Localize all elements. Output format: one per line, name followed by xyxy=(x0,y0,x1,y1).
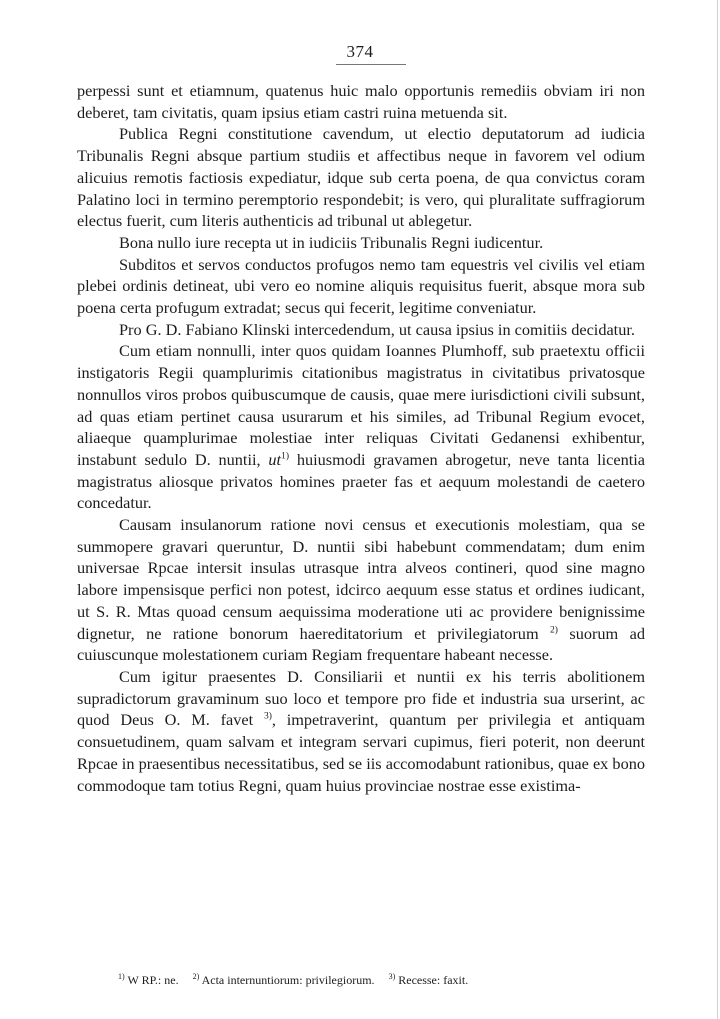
paragraph-text: huiusmodi gravamen abrogetur, neve tanta licentia magistratus aliosque privatos homines praeter fas et aequum molestandi de caetero concedatur. xyxy=(77,449,645,513)
footnote-text: Recesse: faxit. xyxy=(395,973,469,987)
paragraph-text: Bona nullo iure recepta ut in iudiciis Tribunalis Regni iudicentur. xyxy=(119,232,544,252)
footnote-reference: 1) xyxy=(281,451,289,462)
paragraph xyxy=(77,80,645,123)
paragraph xyxy=(77,340,645,514)
paragraph xyxy=(77,123,645,232)
footnote-mark: 1) xyxy=(118,972,125,981)
footnote xyxy=(193,973,375,987)
paragraph xyxy=(77,232,645,254)
footnote-reference: 3) xyxy=(263,711,272,722)
paragraph-text: Cum igitur praesentes D. Consiliarii et nuntii ex his terris abolitionem supradictorum gravaminum suo loco et tempore pro fide et industria sua urserint, ac quod Deus O. M. favet xyxy=(77,666,645,730)
paragraph-text: Subditos et servos conductos profugos nemo tam equestris vel civilis vel etiam plebei ordinis detineat, ubi vero eo nomine aliquis requisitus fuerit, absque mora sub poena certa profugum extradat; secus qui fecerit, legitime conveniatur. xyxy=(77,254,645,318)
paragraph-text: Causam insulanorum ratione novi census et executionis molestiam, qua se summopere gravari queruntur, D. nuntii sibi habebunt commendatam; dum enim universae Rpcae intersit insulas utrasque intra alveos contineri, quod sine magno labore impensisque perfici non potest, idcirco aequum esse status et ordines iudicant, ut S. R. Mtas quoad censum aequissima moderatione uti ac providere benignissime dignetur, ne ratione bonorum haereditatorium et privilegiatorum xyxy=(77,515,645,643)
paragraph-text: Cum etiam nonnulli, inter quos quidam Ioannes Plumhoff, sub praetextu officii instigatoris Regii quamplurimis citationibus magistratus in civitatibus privatosque nonnullos viros probos quibuscumque de causis, quae mere iurisdictioni civili subsunt, ad quas etiam pertinet causa usurarum et his similes, ad Tribunal Regium evocet, aliaeque quamplurimae molestiae inter reliquas Civitati Gedanensi exhibentur, instabunt sedulo D. nuntii, xyxy=(77,341,645,469)
footnotes xyxy=(118,973,678,988)
page-number-rule xyxy=(336,64,406,65)
body-text xyxy=(77,80,645,796)
paragraph-text: , impetraverint, quantum per privilegia et antiquam consuetudinem, quam salvam et integram servari cupimus, fieri poterit, non deerunt Rpcae in praesentibus necessitatibus, sed se iis accomodabunt rationibus, quae ex bono commodoque tam totius Regni, quam huius provinciae nostrae esse existima- xyxy=(77,710,645,795)
footnote xyxy=(389,973,469,987)
paragraph xyxy=(77,319,645,341)
footnote-mark: 2) xyxy=(192,972,200,981)
paragraph xyxy=(77,514,645,666)
italic-text: ut xyxy=(268,449,282,469)
footnote xyxy=(118,973,179,987)
footnote-reference: 2) xyxy=(550,625,558,636)
footnote-text: Acta internuntiorum: privilegiorum. xyxy=(199,973,375,987)
paragraph-text: perpessi sunt et etiamnum, quatenus huic malo opportunis remediis obviam iri non deberet, tam civitatis, quam ipsius etiam castri ruina metuenda sit. xyxy=(77,81,645,122)
paragraph xyxy=(77,254,645,319)
page-number: 374 xyxy=(346,42,374,61)
paragraph-text: Publica Regni constitutione cavendum, ut electio deputatorum ad iudicia Tribunalis Regni absque partium studiis et affectibus neque in favorem vel odium alicuius remotis factiosis expediatur, idque sub certa poena, de qua convictus coram Palatino loci in termino peremptorio respondebit; is vero, qui pluralitate suffragiorum electus fuerit, cum literis authenticis ad tribunal ut ablegetur. xyxy=(77,124,645,231)
paragraph-text: suorum ad cuiuscunque molestationem curiam Regiam frequentare habeant necesse. xyxy=(77,623,645,665)
paragraph xyxy=(77,666,645,796)
footnote-mark: 3) xyxy=(388,972,396,981)
scan-edge-line xyxy=(717,0,718,1019)
footnote-text: W RP.: ne. xyxy=(124,973,179,987)
paragraph-text: Pro G. D. Fabiano Klinski intercedendum, ut causa ipsius in comitiis decidatur. xyxy=(119,319,635,339)
